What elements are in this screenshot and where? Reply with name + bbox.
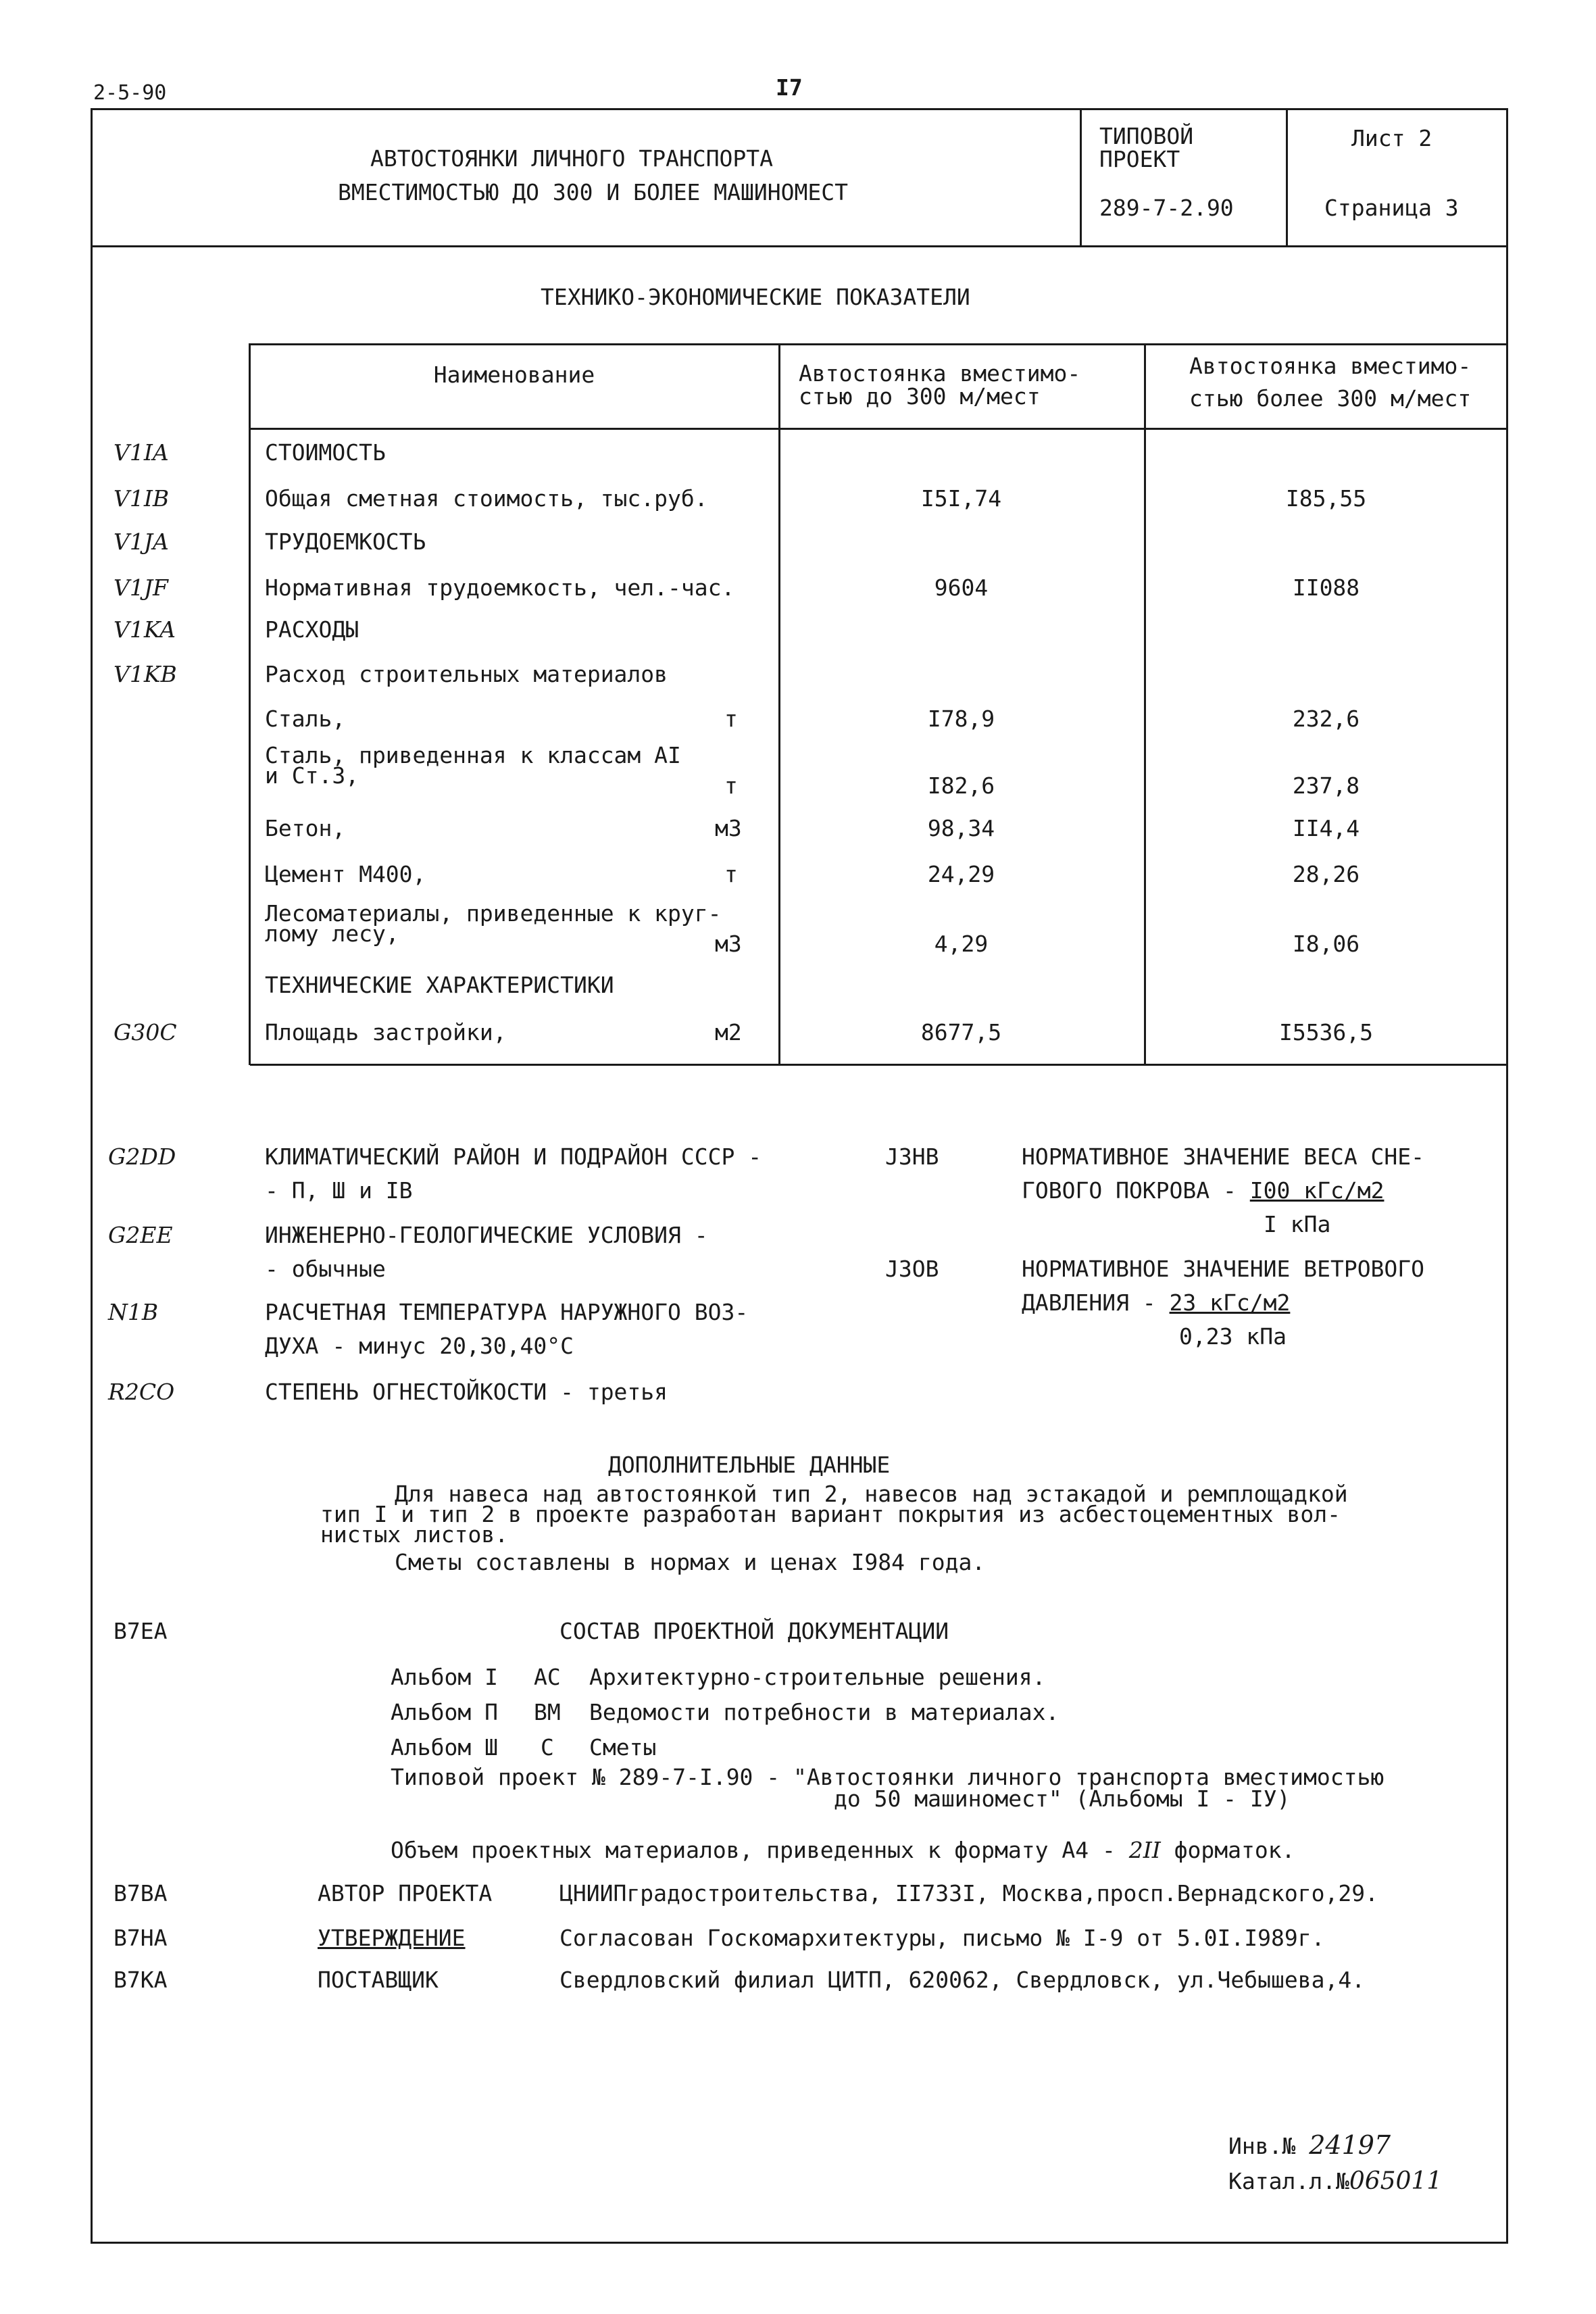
- row-name-cont: и Ст.3,: [265, 762, 359, 789]
- col-header-1-line1: Автостоянка вместимо-: [799, 360, 1081, 387]
- row-value-1: 4,29: [934, 931, 989, 957]
- inventory-number: [1228, 2132, 1391, 2160]
- additional-p1-line3: нистых листов.: [320, 1521, 509, 1548]
- row-code: V1JA: [114, 528, 169, 555]
- row-value-2: II4,4: [1292, 815, 1360, 841]
- row-unit: т: [724, 772, 738, 799]
- table-top-line: [250, 343, 1508, 345]
- condition-prefix: ГОВОГО ПОКРОВА -: [1022, 1177, 1250, 1204]
- additional-p1-line2: тип I и тип 2 в проекте разработан вариант покрытия из асбестоцементных вол-: [320, 1501, 1341, 1527]
- row-name: Нормативная трудоемкость, чел.-час.: [265, 574, 735, 601]
- condition-line1: НОРМАТИВНОЕ ЗНАЧЕНИЕ ВЕТРОВОГО: [1022, 1256, 1425, 1282]
- catalog-label: Катал.л.№: [1228, 2168, 1349, 2194]
- condition-line1: КЛИМАТИЧЕСКИЙ РАЙОН И ПОДРАЙОН СССР -: [265, 1143, 762, 1170]
- typical-project-line1: Типовой проект № 289-7-I.90 - "Автостоянки личного транспорта вместимостью: [391, 1764, 1385, 1790]
- row-name: Площадь застройки,: [265, 1019, 507, 1045]
- condition-value: I00 кГс/м2: [1249, 1177, 1385, 1204]
- album-abbr: ВМ: [534, 1699, 561, 1725]
- condition-line2: ДУХА - минус 20,30,40°С: [265, 1333, 574, 1359]
- row-code: V1IB: [114, 485, 170, 512]
- sheet-number: Лист 2: [1351, 125, 1432, 151]
- inventory-value: 24197: [1309, 2130, 1391, 2160]
- table-header-line: [250, 428, 1508, 430]
- row-name: Бетон,: [265, 815, 346, 841]
- row-value-1: I82,6: [927, 772, 995, 799]
- condition-prefix: ДАВЛЕНИЯ -: [1022, 1289, 1170, 1316]
- row-code: V1KA: [114, 616, 176, 643]
- credit-text: Согласован Госкомархитектуры, письмо № I-9 от 5.0I.I989г.: [559, 1925, 1325, 1951]
- row-value-1: I78,9: [927, 706, 995, 732]
- credit-code: B7HA: [114, 1925, 168, 1951]
- row-name: Лесоматериалы, приведенные к круг-: [265, 900, 722, 927]
- header-title-line2: ВМЕСТИМОСТЬЮ ДО 300 И БОЛЕЕ МАШИНОМЕСТ: [338, 179, 848, 205]
- row-unit: т: [724, 861, 738, 887]
- project-type-line1: ТИПОВОЙ: [1099, 123, 1194, 149]
- composition-title: СОСТАВ ПРОЕКТНОЙ ДОКУМЕНТАЦИИ: [559, 1618, 949, 1644]
- condition-value: 23 кГс/м2: [1169, 1289, 1291, 1316]
- header-divider-v1: [1080, 108, 1082, 246]
- volume-value: 2II: [1128, 1837, 1161, 1863]
- row-name: Цемент М400,: [265, 861, 426, 887]
- row-unit: т: [724, 706, 738, 732]
- composition-code: B7EA: [114, 1618, 168, 1644]
- catalog-number: [1228, 2168, 1442, 2195]
- col-header-2-line1: Автостоянка вместимо-: [1189, 353, 1472, 379]
- project-type-line2: ПРОЕКТ: [1099, 146, 1180, 172]
- col-header-2-line2: стью более 300 м/мест: [1189, 385, 1472, 412]
- row-name: Сталь, приведенная к классам AI: [265, 742, 681, 768]
- condition-line2: - обычные: [265, 1256, 386, 1282]
- album-abbr: АС: [534, 1664, 561, 1690]
- album-name: Альбом I: [391, 1664, 498, 1690]
- row-value-1: 98,34: [927, 815, 995, 841]
- corner-mark: 2-5-90: [93, 81, 167, 105]
- album-desc: Ведомости потребности в материалах.: [589, 1699, 1059, 1725]
- table-left-border: [249, 343, 251, 1065]
- condition-code: J3HB: [885, 1143, 939, 1170]
- condition-line1: ИНЖЕНЕРНО-ГЕОЛОГИЧЕСКИЕ УСЛОВИЯ -: [265, 1222, 708, 1248]
- indicators-title: ТЕХНИКО-ЭКОНОМИЧЕСКИЕ ПОКАЗАТЕЛИ: [541, 284, 970, 310]
- row-code: V1IA: [114, 439, 169, 466]
- row-value-2: I8,06: [1292, 931, 1360, 957]
- row-value-1: I5I,74: [920, 485, 1002, 512]
- additional-p2: Сметы составлены в нормах и ценах I984 года.: [395, 1549, 986, 1575]
- row-value-2: 237,8: [1292, 772, 1360, 799]
- header-divider-v2: [1286, 108, 1288, 246]
- typical-project-line2: до 50 машиномест" (Альбомы I - IУ): [834, 1786, 1291, 1812]
- credit-text: ЦНИИПградостроительства, II733I, Москва,просп.Вернадского,29.: [559, 1880, 1378, 1906]
- album-desc: Сметы: [589, 1734, 657, 1761]
- album-abbr: С: [541, 1734, 554, 1761]
- page-label: Страница 3: [1324, 195, 1459, 221]
- row-name-cont: лому лесу,: [265, 920, 399, 947]
- row-name: ТЕХНИЧЕСКИЕ ХАРАКТЕРИСТИКИ: [265, 972, 614, 998]
- condition-code: G2DD: [108, 1143, 176, 1170]
- inventory-label: Инв.№: [1228, 2133, 1296, 2159]
- row-value-2: II088: [1292, 574, 1360, 601]
- condition-line1: РАСЧЕТНАЯ ТЕМПЕРАТУРА НАРУЖНОГО ВОЗ-: [265, 1299, 749, 1325]
- condition-line2: [1022, 1177, 1384, 1204]
- condition-line2: - П, Ш и IB: [265, 1177, 413, 1204]
- row-value-2: 232,6: [1292, 706, 1360, 732]
- col-header-name: Наименование: [433, 362, 595, 388]
- row-name: Сталь,: [265, 706, 346, 732]
- header-title-line1: АВТОСТОЯНКИ ЛИЧНОГО ТРАНСПОРТА: [370, 145, 774, 172]
- row-code: G30C: [114, 1019, 177, 1045]
- row-name: Расход строительных материалов: [265, 661, 668, 687]
- condition-line2: [1022, 1289, 1290, 1316]
- credit-code: B7BA: [114, 1880, 168, 1906]
- credit-text: Свердловский филиал ЦИТП, 620062, Свердловск, ул.Чебышева,4.: [559, 1967, 1366, 1993]
- credit-label: УТВЕРЖДЕНИЕ: [318, 1925, 466, 1951]
- header-divider: [91, 245, 1508, 247]
- catalog-value: 065011: [1349, 2167, 1443, 2195]
- row-code: V1JF: [114, 574, 168, 601]
- condition-code: R2CO: [108, 1379, 175, 1405]
- row-value-1: 24,29: [927, 861, 995, 887]
- volume-line: [391, 1837, 1295, 1864]
- condition-code: J3OB: [885, 1256, 939, 1282]
- row-code: V1KB: [114, 661, 177, 687]
- condition-line3: I кПа: [1264, 1211, 1331, 1237]
- row-unit: м2: [715, 1019, 742, 1045]
- row-name: Общая сметная стоимость, тыс.руб.: [265, 485, 708, 512]
- album-name: Альбом Ш: [391, 1734, 498, 1761]
- condition-code: G2EE: [108, 1222, 173, 1248]
- credit-code: B7KA: [114, 1967, 168, 1993]
- condition-line3: 0,23 кПа: [1179, 1323, 1287, 1350]
- row-unit: м3: [715, 815, 742, 841]
- credit-label: АВТОР ПРОЕКТА: [318, 1880, 493, 1906]
- condition-code: N1B: [108, 1299, 159, 1325]
- credit-label: ПОСТАВЩИК: [318, 1967, 439, 1993]
- condition-line1: НОРМАТИВНОЕ ЗНАЧЕНИЕ ВЕСА СНЕ-: [1022, 1143, 1425, 1170]
- row-name: ТРУДОЕМКОСТЬ: [265, 528, 426, 555]
- condition-line1: СТЕПЕНЬ ОГНЕСТОЙКОСТИ - третья: [265, 1379, 668, 1405]
- table-bottom-line: [250, 1064, 1508, 1066]
- col-header-1-line2: стью до 300 м/мест: [799, 383, 1041, 410]
- row-name: СТОИМОСТЬ: [265, 439, 386, 466]
- album-desc: Архитектурно-строительные решения.: [589, 1664, 1046, 1690]
- row-value-2: I5536,5: [1278, 1019, 1374, 1045]
- album-name: Альбом П: [391, 1699, 498, 1725]
- row-value-1: 8677,5: [920, 1019, 1002, 1045]
- row-value-2: 28,26: [1292, 861, 1360, 887]
- volume-suffix: форматок.: [1174, 1837, 1295, 1863]
- row-name: РАСХОДЫ: [265, 616, 359, 643]
- volume-text: Объем проектных материалов, приведенных к формату А4 -: [391, 1837, 1116, 1863]
- row-unit: м3: [715, 931, 742, 957]
- row-value-2: I85,55: [1285, 485, 1367, 512]
- page-number: I7: [776, 74, 803, 101]
- project-code: 289-7-2.90: [1099, 195, 1234, 221]
- additional-title: ДОПОЛНИТЕЛЬНЫЕ ДАННЫЕ: [608, 1452, 891, 1478]
- additional-p1-line1: Для навеса над автостоянкой тип 2, навесов над эстакадой и ремплощадкой: [395, 1481, 1348, 1507]
- row-value-1: 9604: [934, 574, 989, 601]
